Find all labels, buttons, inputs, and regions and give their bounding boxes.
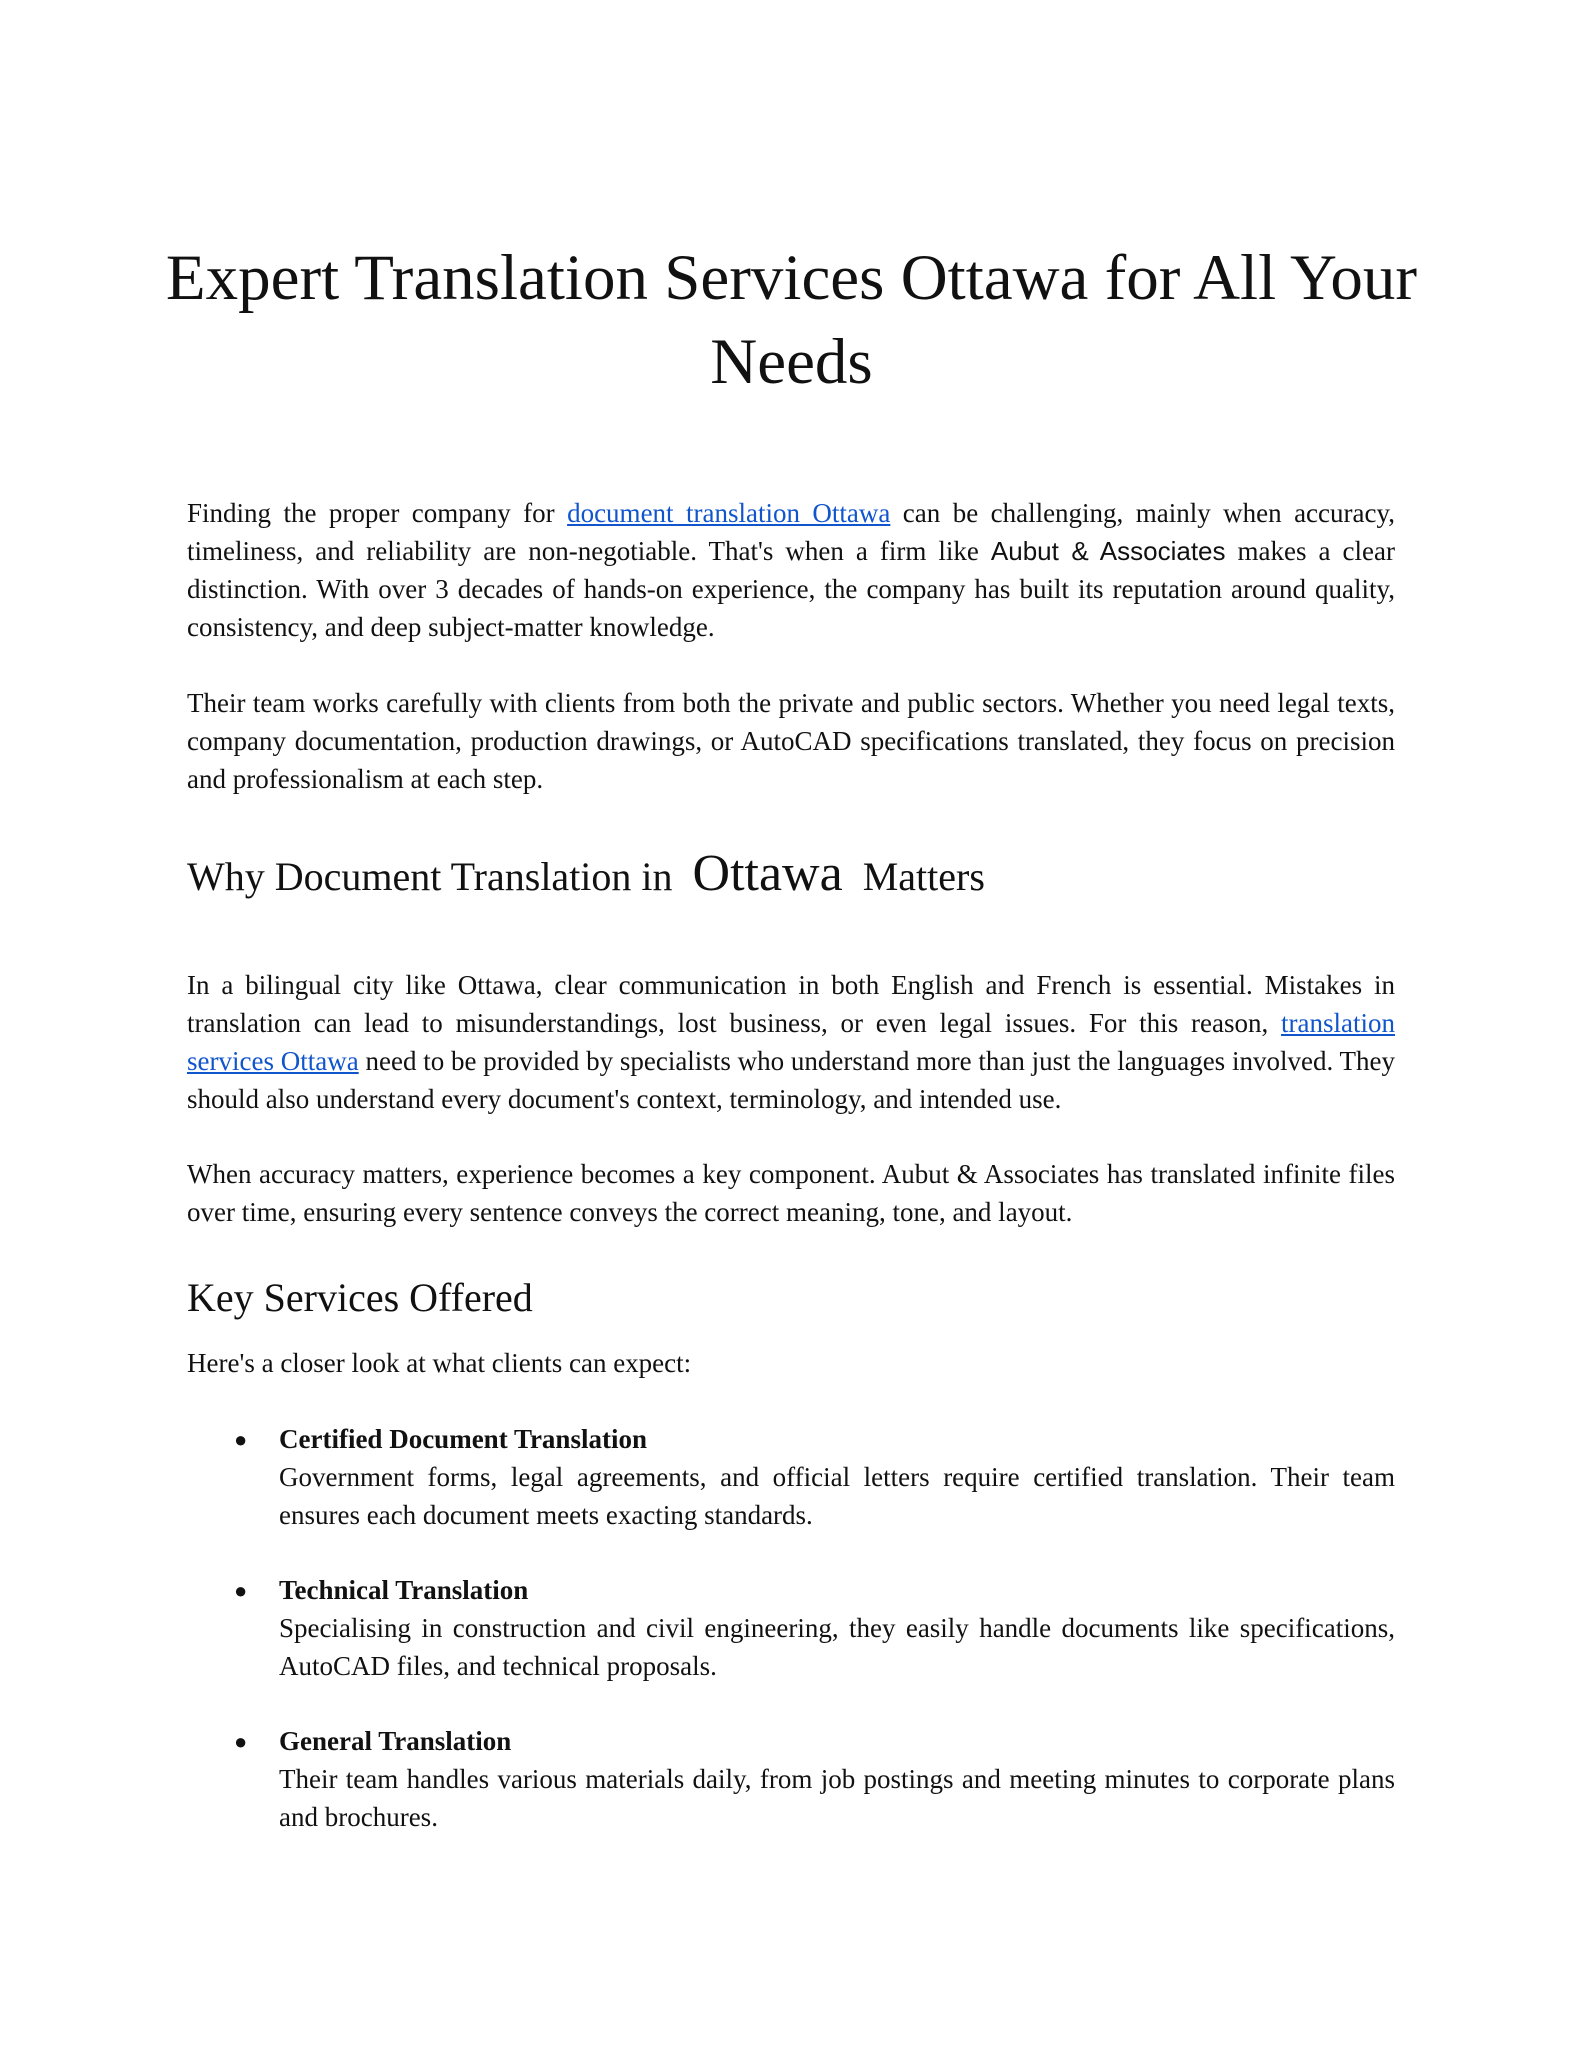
why-heading-end: Matters	[862, 854, 985, 899]
service-title: Certified Document Translation	[279, 1424, 647, 1454]
why-heading-ottawa: Ottawa	[692, 845, 843, 902]
list-item	[187, 1722, 1395, 1836]
why-paragraph-2: When accuracy matters, experience becomes a key component. Aubut & Associates has translated infinite files over time, ensuring every sentence conveys the correct meaning, tone, and layout.	[187, 1159, 1395, 1227]
bullet-icon: ●	[234, 1578, 248, 1603]
why-text-end: need to be provided by specialists who understand more than just the languages involved. They should also understand every document's context, terminology, and intended use.	[187, 1046, 1395, 1114]
intro-text-end: makes a clear distinction. With over 3 decades of hands-on experience, the company has built its reputation around quality, consistency, and deep subject-matter knowledge.	[187, 536, 1395, 642]
services-intro: Here's a closer look at what clients can expect:	[187, 1348, 692, 1378]
service-description: Their team handles various materials daily, from job postings and meeting minutes to corporate plans and brochures.	[279, 1764, 1395, 1832]
bullet-icon: ●	[234, 1427, 248, 1452]
intro-text-middle: can be challenging, mainly when accuracy, timeliness, and reliability are non-negotiable. That's when a firm like	[187, 498, 1395, 566]
intro-text-start: Finding the proper company for	[187, 498, 568, 528]
service-title: Technical Translation	[279, 1575, 529, 1605]
page-title: Expert Translation Services Ottawa for All Your Needs	[165, 242, 1418, 398]
intro-paragraph-2: Their team works carefully with clients from both the private and public sectors. Whether you need legal texts, company documentation, production drawings, or AutoCAD specifications translated, they focus on precision and professionalism at each step.	[187, 688, 1395, 794]
service-title: General Translation	[279, 1726, 512, 1756]
list-item	[187, 1420, 1395, 1534]
company-name: Aubut & Associates	[990, 536, 1226, 566]
why-heading-start: Why Document Translation in	[187, 854, 673, 899]
intro-paragraph-1	[187, 494, 1395, 646]
why-heading	[187, 845, 985, 903]
service-description: Specialising in construction and civil engineering, they easily handle documents like specifications, AutoCAD files, and technical proposals.	[279, 1613, 1395, 1681]
why-paragraph-1	[187, 966, 1395, 1118]
translation-services-ottawa-link[interactable]: translation services Ottawa	[187, 1008, 1395, 1076]
document-translation-ottawa-link[interactable]: document translation Ottawa	[567, 498, 891, 528]
why-text-start: In a bilingual city like Ottawa, clear communication in both English and French is essential. Mistakes in translation can lead to misunderstandings, lost business, or even legal issues. For this reason,	[187, 970, 1395, 1038]
services-heading: Key Services Offered	[187, 1275, 533, 1320]
services-list	[187, 1420, 1395, 1873]
service-description: Government forms, legal agreements, and official letters require certified translation. Their team ensures each document meets exacting standards.	[279, 1462, 1395, 1530]
list-item	[187, 1571, 1395, 1685]
bullet-icon: ●	[234, 1729, 248, 1754]
